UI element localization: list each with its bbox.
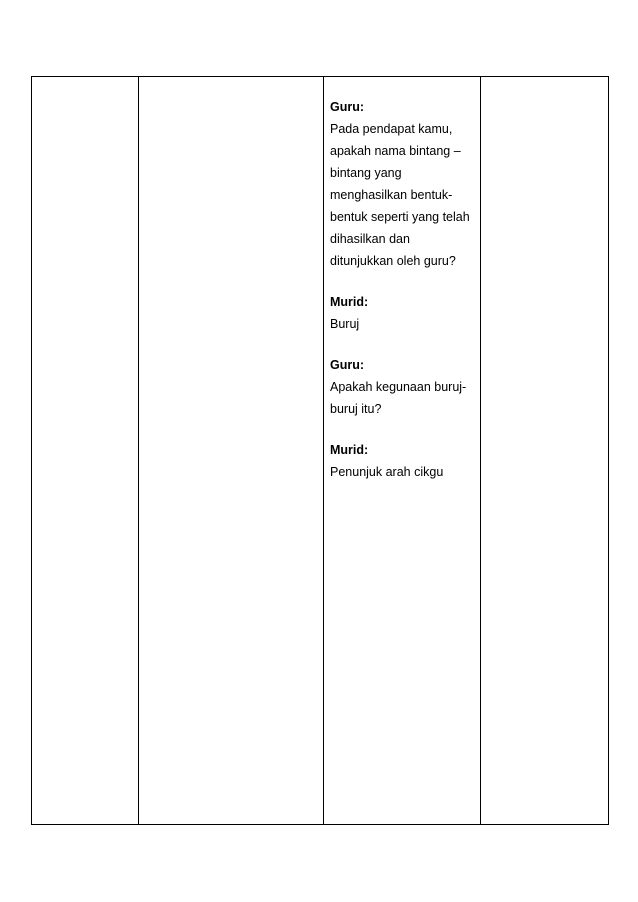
dialog-line: buruj itu? [330, 402, 382, 416]
dialog-block-guru-2 [330, 354, 480, 420]
column-divider [138, 77, 139, 824]
dialog-block-guru-1 [330, 96, 480, 272]
speaker-label: Guru: [330, 358, 365, 372]
dialog-line: Penunjuk arah cikgu [330, 465, 444, 479]
dialog-line: bintang yang [330, 166, 402, 180]
dialog-line: Buruj [330, 317, 360, 331]
column-divider [323, 77, 324, 824]
dialog-line: menghasilkan bentuk- [330, 188, 453, 202]
speaker-label: Murid: [330, 443, 369, 457]
speaker-label: Guru: [330, 100, 365, 114]
dialog-line: ditunjukkan oleh guru? [330, 254, 456, 268]
column-divider [480, 77, 481, 824]
activity-cell [330, 96, 480, 502]
dialog-line: Apakah kegunaan buruj- [330, 380, 467, 394]
dialog-line: apakah nama bintang – [330, 144, 461, 158]
dialog-line: Pada pendapat kamu, [330, 122, 453, 136]
lesson-plan-table-row [31, 76, 609, 825]
dialog-line: bentuk seperti yang telah [330, 210, 470, 224]
dialog-line: dihasilkan dan [330, 232, 410, 246]
speaker-label: Murid: [330, 295, 369, 309]
dialog-block-murid-1 [330, 291, 480, 335]
dialog-block-murid-2 [330, 439, 480, 483]
